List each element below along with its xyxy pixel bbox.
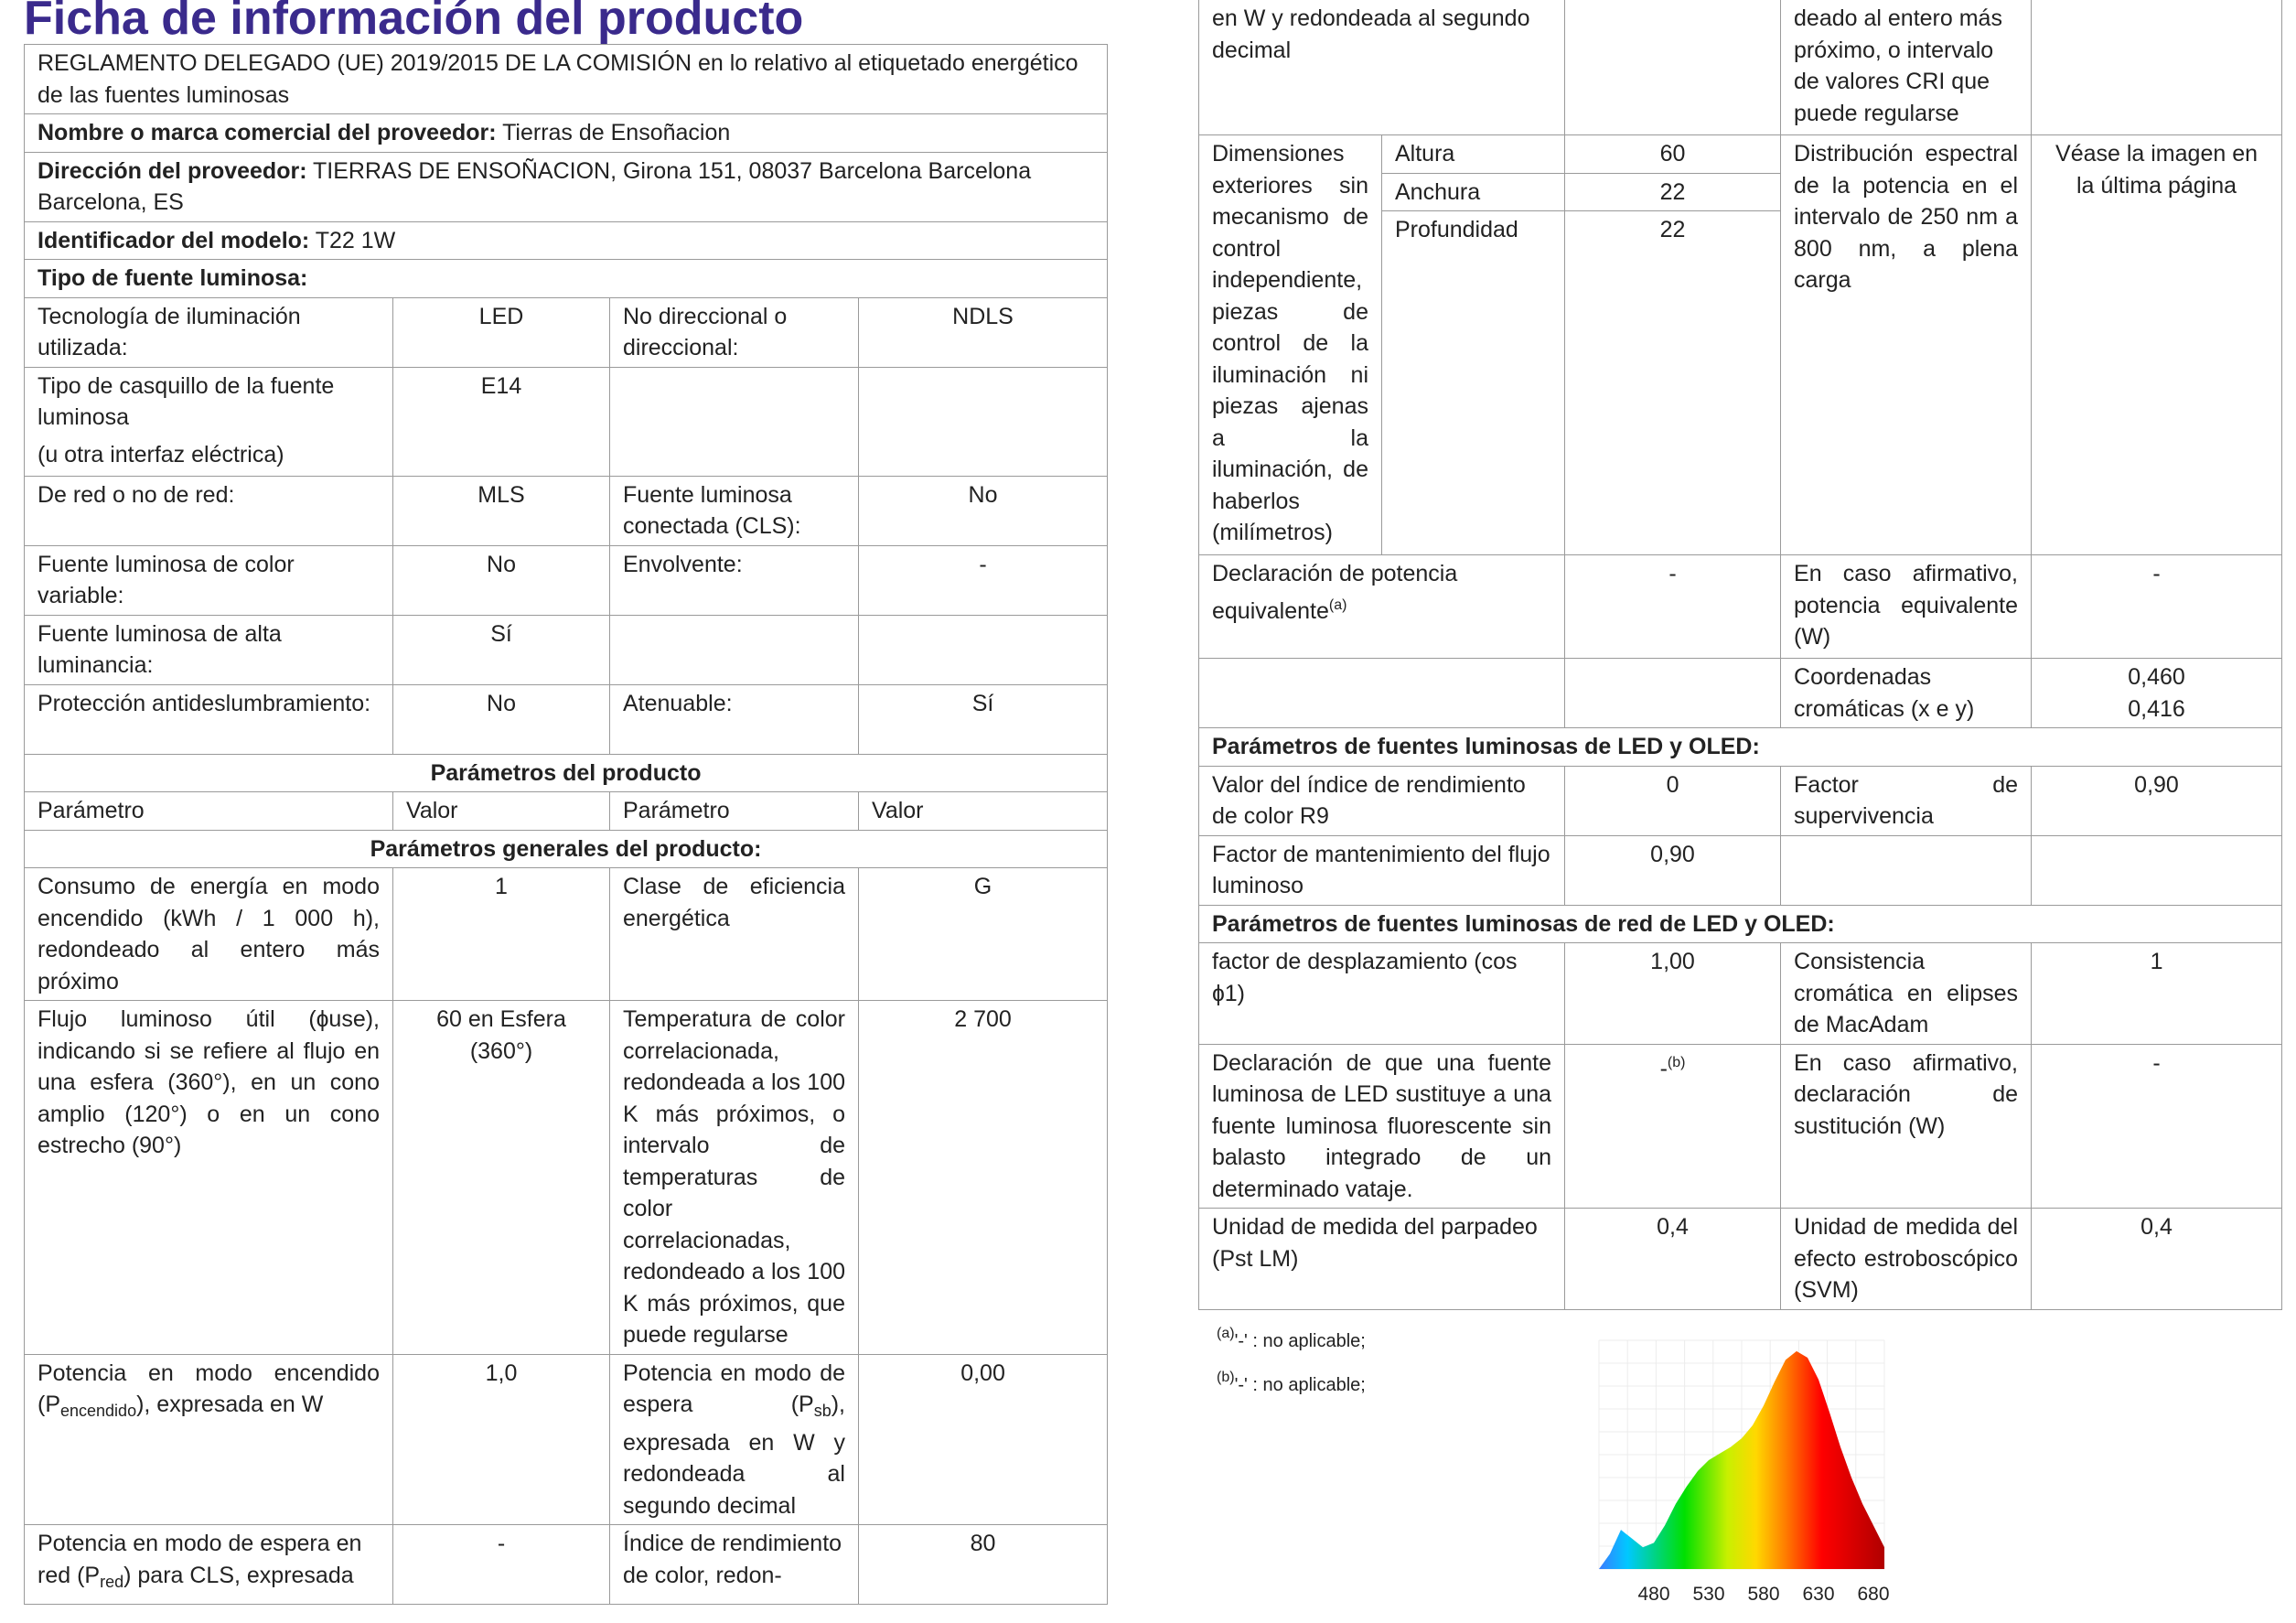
supplier-address-label: Dirección del proveedor: (38, 157, 307, 184)
r9-row: Valor del índice de rendimiento de color R9 0 Factor de supervivencia 0,90 (1199, 766, 2282, 835)
model-label: Identificador del modelo: (38, 227, 310, 253)
dim-label: Anchura (1382, 173, 1565, 211)
dim-value: 22 (1565, 173, 1781, 211)
product-params-header: Parámetros del producto (25, 754, 1108, 792)
left-column (24, 0, 1107, 1605)
general-params-header: Parámetros generales del producto: (25, 830, 1108, 868)
x-tick-label: 530 (1692, 1584, 1725, 1605)
chromaticity-row: Coordenadas cromáticas (x e y) 0,460 0,416 (1199, 659, 2282, 728)
replacement-row: Declaración de que una fuente luminosa de LED sustituye a una fuente luminosa fluorescente sin balasto integrado de un determinado vataje. -$^{(b)}$ En caso afirmativo, declaración de sustitución (W) - (1199, 1044, 2282, 1209)
type-row: Tecnología de iluminación utilizada: LED No direccional o direccional: NDLS (25, 297, 1108, 367)
general-row: Potencia en modo encendido $(P_{encendido})$, expresada en W 1,0 Potencia en modo de espera $(P_{sb})$, expresada en W y redondeada al segundo decimal 0,00 (25, 1354, 1108, 1525)
led-params-header: Parámetros de fuentes luminosas de LED y OLED: (1199, 728, 2282, 767)
x-axis-ticks (1637, 1584, 1889, 1605)
supplier-name-row (25, 114, 1108, 153)
spectral-distribution-chart (1592, 1331, 1903, 1606)
general-row: Flujo luminoso útil (ɸuse), indicando si se refiere al flujo en una esfera (360°), en un cono amplio (120°) o en un cono estrecho (90°) 60 en Esfera (360°) Temperatura de color correlacionada, redondeada a los 100 K más próximos, o intervalo de temperaturas de color correlacionadas, redondeado a los 100 K más próximos, que puede regularse 2 700 (25, 1001, 1108, 1355)
supplier-name-label: Nombre o marca comercial del proveedor: (38, 120, 497, 145)
general-row: Consumo de energía en modo encendido (kWh / 1 000 h), redondeado al entero más próximo 1 Clase de eficiencia energética G (25, 868, 1108, 1001)
footnote: $^{(b)}$'-' : no aplicable; (1217, 1369, 1366, 1395)
type-row: Fuente luminosa de alta luminancia: Sí (25, 615, 1108, 684)
page-title: Ficha de información del producto (24, 0, 804, 45)
x-tick-label: 630 (1802, 1584, 1835, 1605)
left-table (24, 44, 1108, 1605)
continuation-row: en W y redondeada al segundo decimal deado al entero más próximo, o intervalo de valores CRI que puede regularse (1199, 0, 2282, 135)
dim-label: Profundidad (1382, 211, 1565, 555)
supplier-name: Tierras de Ensoñacion (502, 120, 731, 145)
flicker-row: Unidad de medida del parpadeo (Pst LM) 0,4 Unidad de medida del efecto estroboscópico (SVM) 0,4 (1199, 1209, 2282, 1310)
spectral-value: Véase la imagen en la última página (2032, 135, 2282, 555)
dimensions-row (1199, 135, 2282, 174)
mains-params-header: Parámetros de fuentes luminosas de red de LED y OLED: (1199, 905, 2282, 943)
type-header: Tipo de fuente luminosa: (25, 260, 1108, 298)
dim-value: 22 (1565, 211, 1781, 555)
type-row: Protección antideslumbramiento: No Atenuable: Sí (25, 684, 1108, 754)
right-table (1198, 0, 2282, 1310)
equivalent-power-row: Declaración de potencia equivalente$^{(a)}$ - En caso afirmativo, potencia equivalente (W) - (1199, 555, 2282, 659)
x-tick-label: 480 (1637, 1584, 1670, 1605)
type-row: Tipo de casquillo de la fuente luminosa (u otra interfaz eléctrica) E14 (25, 367, 1108, 476)
displacement-row: factor de desplazamiento (cos ɸ1) 1,00 Consistencia cromática en elipses de MacAdam 1 (1199, 943, 2282, 1045)
x-tick-label: 580 (1747, 1584, 1780, 1605)
supplier-address-row (25, 152, 1108, 221)
regulation-text: REGLAMENTO DELEGADO (UE) 2019/2015 DE LA COMISIÓN en lo relativo al etiquetado energético de las fuentes luminosas (25, 45, 1108, 114)
column-headers: Parámetro Valor Parámetro Valor (25, 792, 1108, 831)
type-row: De red o no de red: MLS Fuente luminosa conectada (CLS): No (25, 476, 1108, 545)
maintenance-row: Factor de mantenimiento del flujo luminoso 0,90 (1199, 835, 2282, 905)
general-row: Potencia en modo de espera en red $(P_{red})$ para CLS, expresada - Índice de rendimiento de color, redon- 80 (25, 1525, 1108, 1605)
model-row (25, 221, 1108, 260)
spectral-label: Distribución espectral de la potencia en el intervalo de 250 nm a 800 nm, a plena carga (1781, 135, 2032, 555)
dim-label: Altura (1382, 135, 1565, 174)
x-tick-label: 680 (1857, 1584, 1890, 1605)
dimensions-label: Dimensiones exteriores sin mecanismo de control independiente, piezas de control de la iluminación ni piezas ajenas a la iluminación, de haberlos (milímetros) (1199, 135, 1382, 555)
model-value: T22 1W (315, 227, 396, 253)
type-row: Fuente luminosa de color variable: No Envolvente: - (25, 545, 1108, 615)
supplier-address: TIERRAS DE ENSOÑACION, Girona 151, 08037 Barcelona Barcelona Barcelona, ES (38, 157, 1032, 215)
footnote: $^{(a)}$'-' : no aplicable; (1217, 1325, 1366, 1351)
dim-value: 60 (1565, 135, 1781, 174)
right-column (1198, 0, 2281, 1403)
